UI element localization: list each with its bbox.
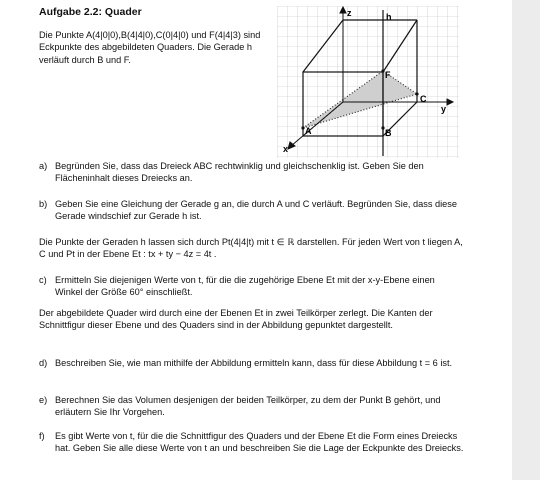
label-B: B xyxy=(385,128,392,138)
label-F: F xyxy=(385,70,391,80)
task-d xyxy=(39,357,464,369)
task-a-text: Begründen Sie, dass das Dreieck ABC rechtwinklig und gleichschenklig ist. Geben Sie den Flächeninhalt dieses Dreiecks an. xyxy=(55,161,424,184)
paragraph-plane-family: Die Punkte der Geraden h lassen sich durch Pt(4|4|t) mit t ∈ ℝ darstellen. Für jeden Wert von t liegen A, C und Pt in der Ebene Et : tx + ty − 4z = 4t . xyxy=(39,237,463,260)
task-b xyxy=(39,198,464,223)
task-b-text: Geben Sie eine Gleichung der Gerade g an, die durch A und C verläuft. Begründen Sie, dass diese Gerade windschief zur Gerade h ist. xyxy=(55,199,457,222)
task-e-text: Berechnen Sie das Volumen desjenigen der beiden Teilkörper, zu dem der Punkt B gehört, und erläutern Sie Ihr Vorgehen. xyxy=(55,395,441,418)
task-c-text: Ermitteln Sie diejenigen Werte von t, für die die zugehörige Ebene Et mit der x-y-Ebene einen Winkel der Größe 60° einschließt. xyxy=(55,275,435,298)
task-f xyxy=(39,430,464,455)
task-a-letter: a) xyxy=(39,161,48,171)
task-d-letter: d) xyxy=(39,358,48,368)
task-b-letter: b) xyxy=(39,199,48,209)
label-z: z xyxy=(347,8,352,18)
task-e-letter: e) xyxy=(39,395,48,405)
intro-text: Die Punkte A(4|0|0),B(4|4|0),C(0|4|0) und F(4|4|3) sind Eckpunkte des abgebildeten Quaders. Die Gerade h verläuft durch B und F. xyxy=(39,30,261,65)
task-f-letter: f) xyxy=(39,431,45,441)
task-e xyxy=(39,394,464,419)
cuboid-figure xyxy=(277,6,459,158)
label-C: C xyxy=(420,94,427,104)
label-x: x xyxy=(283,144,289,154)
label-h: h xyxy=(386,12,392,22)
task-f-text: Es gibt Werte von t, für die die Schnittfigur des Quaders und der Ebene Et die Form eines Dreiecks hat. Geben Sie alle diese Werte von t an und beschreiben Sie die Lage der Eckpunkte des Dreiecks. xyxy=(55,431,464,454)
task-title: Aufgabe 2.2: Quader xyxy=(39,6,142,18)
task-a xyxy=(39,160,464,185)
label-y: y xyxy=(441,104,447,114)
paragraph-section: Der abgebildete Quader wird durch eine der Ebenen Et in zwei Teilkörper zerlegt. Die Kanten der Schnittfigur dieser Ebene und des Quaders sind in der Abbildung gepunktet dargestellt. xyxy=(39,308,433,331)
label-A: A xyxy=(305,126,312,136)
task-c-letter: c) xyxy=(39,275,47,285)
task-c xyxy=(39,274,464,299)
point-C xyxy=(415,92,418,95)
viewer-margin xyxy=(512,0,540,480)
task-d-text: Beschreiben Sie, wie man mithilfe der Abbildung ermitteln kann, dass für diese Abbildung t = 6 ist. xyxy=(55,358,453,368)
